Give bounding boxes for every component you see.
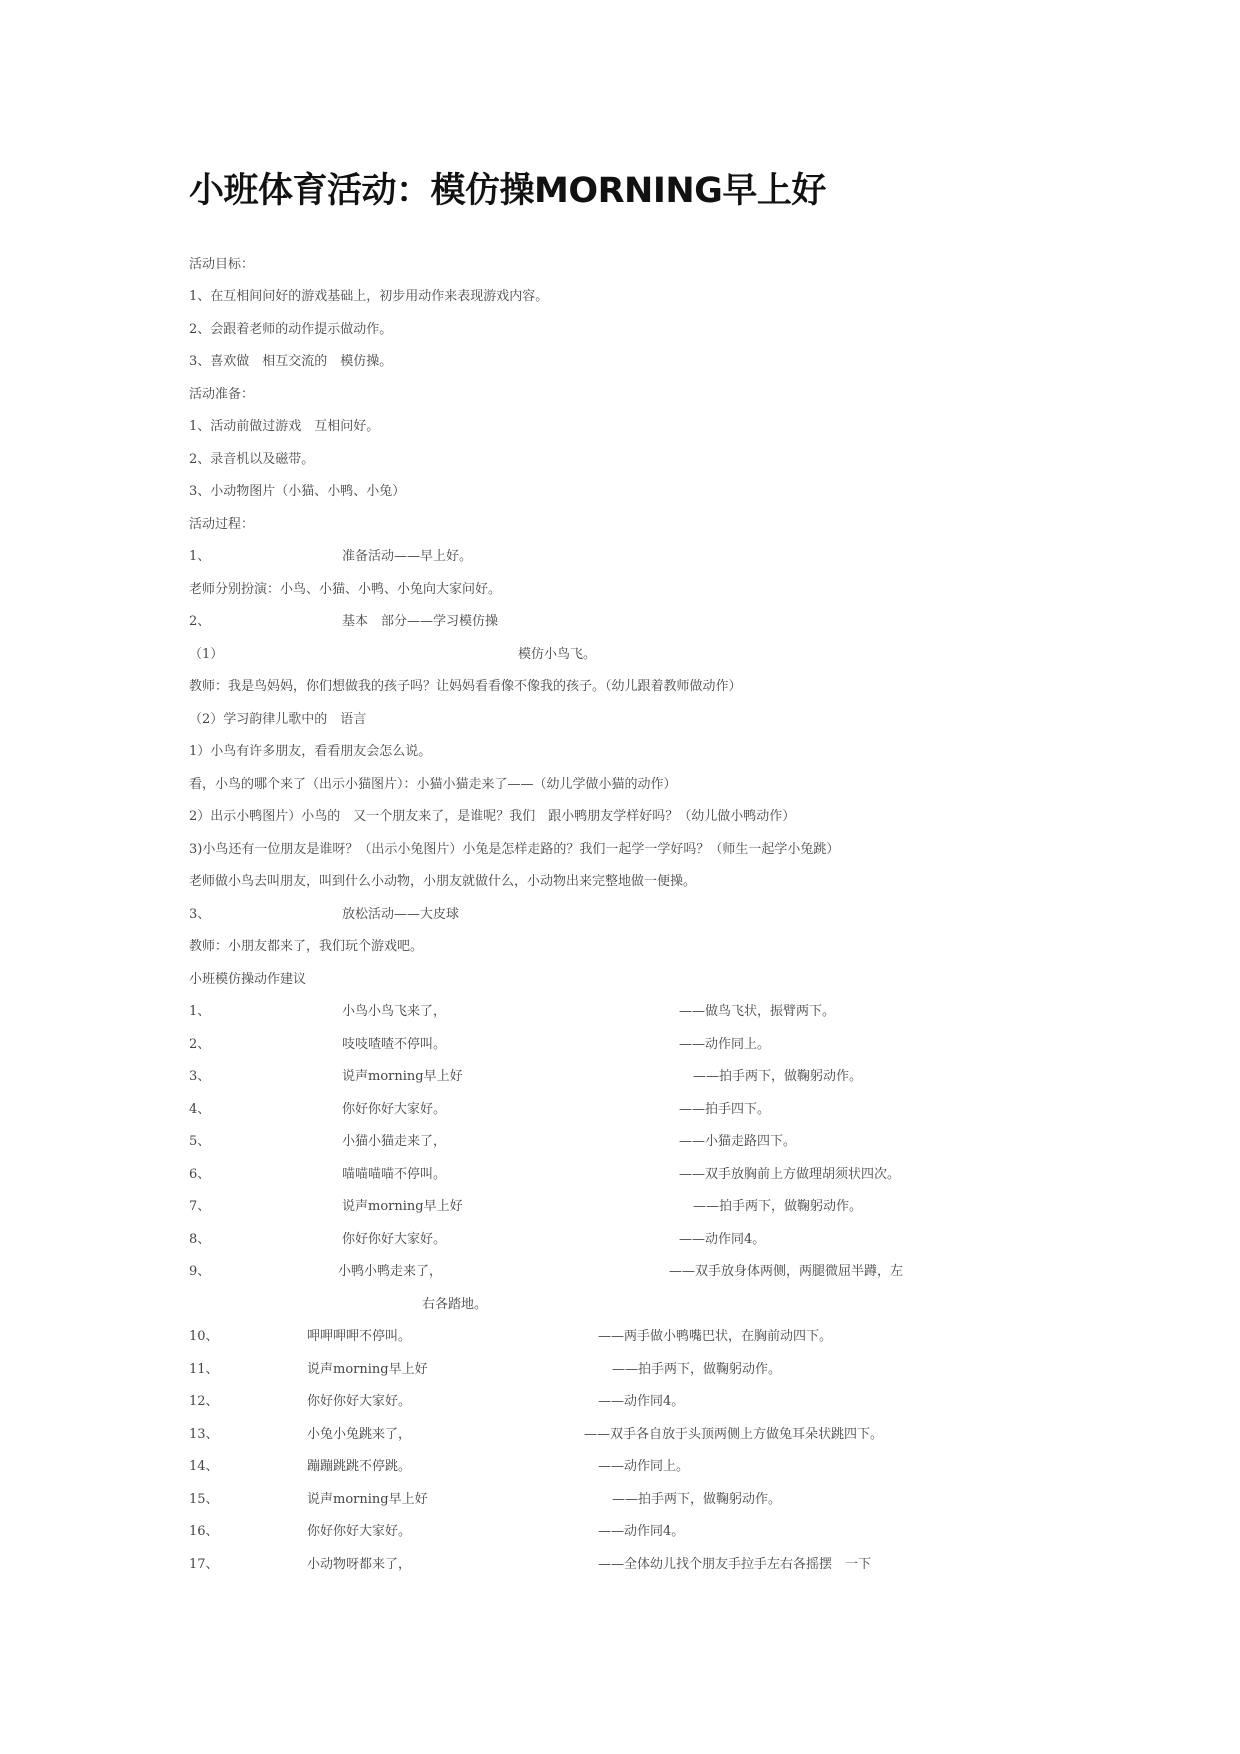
process-heading: 活动过程： (189, 517, 255, 532)
paragraph-3: 2）出示小鸭图片）小鸟的 又一个朋友来了，是谁呢？我们 跟小鸭朋友学样好吗？（幼儿做小鸭动作） (189, 809, 796, 824)
moves-heading: 小班模仿操动作建议 (189, 972, 307, 987)
move-lyric: 呷呷呷呷不停叫。 (307, 1329, 412, 1344)
goals-heading: 活动目标： (189, 257, 255, 272)
step2-number: 2、 (189, 614, 211, 629)
prep-item-1: 1、活动前做过游戏 互相问好。 (189, 419, 380, 434)
move-action: ——拍手两下，做鞠躬动作。 (612, 1362, 782, 1377)
move-number: 4、 (189, 1102, 211, 1117)
move-number: 13、 (189, 1427, 219, 1442)
move-lyric: 说声morning早上好 (342, 1199, 463, 1214)
goal-item-3: 3、喜欢做 相互交流的 模仿操。 (189, 354, 393, 369)
goal-item-2: 2、会跟着老师的动作提示做动作。 (189, 322, 393, 337)
step2-1-text: 模仿小鸟飞。 (518, 647, 597, 662)
move-action: ——双手各自放于头顶两侧上方做兔耳朵状跳四下。 (584, 1427, 884, 1442)
move-action: ——拍手两下，做鞠躬动作。 (612, 1492, 782, 1507)
move-lyric: 说声morning早上好 (342, 1069, 463, 1084)
move-lyric: 说声morning早上好 (307, 1492, 428, 1507)
move-number: 6、 (189, 1167, 211, 1182)
move-action: ——拍手两下，做鞠躬动作。 (693, 1199, 863, 1214)
paragraph-4: 3)小鸟还有一位朋友是谁呀？（出示小兔图片）小兔是怎样走路的？我们一起学一学好吗？（师生一起学小兔跳） (189, 842, 840, 857)
move-lyric: 小猫小猫走来了， (342, 1134, 447, 1149)
teacher-line-1: 教师：我是鸟妈妈，你们想做我的孩子吗？让妈妈看看像不像我的孩子。（幼儿跟着教师做动作） (189, 679, 742, 694)
paragraph-2: 看，小鸟的哪个来了（出示小猫图片）：小猫小猫走来了——（幼儿学做小猫的动作） (189, 777, 677, 792)
page-title: 小班体育活动：模仿操MORNING早上好 (189, 171, 826, 211)
step3-number: 3、 (189, 907, 211, 922)
step2-1-number: （1） (189, 647, 224, 662)
move-number: 9、 (189, 1264, 211, 1279)
move-number: 7、 (189, 1199, 211, 1214)
goal-item-1: 1、在互相间问好的游戏基础上，初步用动作来表现游戏内容。 (189, 289, 549, 304)
step2-text: 基本 部分——学习模仿操 (342, 614, 499, 629)
step1-description: 老师分别扮演：小鸟、小猫、小鸭、小兔向大家问好。 (189, 582, 502, 597)
move-action: ——动作同上。 (598, 1459, 690, 1474)
move-number: 10、 (189, 1329, 219, 1344)
move-lyric: 你好你好大家好。 (342, 1102, 447, 1117)
move-number: 2、 (189, 1037, 211, 1052)
move-lyric: 小鸭小鸭走来了， (338, 1264, 443, 1279)
move-number: 1、 (189, 1004, 211, 1019)
step2-2: （2）学习韵律儿歌中的 语言 (189, 712, 367, 727)
move-action-continued: 右各踏地。 (422, 1297, 488, 1312)
move-lyric: 蹦蹦跳跳不停跳。 (307, 1459, 412, 1474)
step3-text: 放松活动——大皮球 (342, 907, 460, 922)
move-action: ——动作同4。 (598, 1524, 685, 1539)
move-action: ——做鸟飞状，振臂两下。 (679, 1004, 836, 1019)
move-lyric: 说声morning早上好 (307, 1362, 428, 1377)
move-number: 12、 (189, 1394, 219, 1409)
prep-heading: 活动准备： (189, 387, 255, 402)
move-number: 3、 (189, 1069, 211, 1084)
move-lyric: 你好你好大家好。 (307, 1394, 412, 1409)
move-lyric: 吱吱喳喳不停叫。 (342, 1037, 447, 1052)
move-lyric: 小鸟小鸟飞来了， (342, 1004, 447, 1019)
move-action: ——两手做小鸭嘴巴状，在胸前动四下。 (598, 1329, 833, 1344)
move-action: ——动作同4。 (679, 1232, 766, 1247)
move-action: ——动作同4。 (598, 1394, 685, 1409)
move-number: 14、 (189, 1459, 219, 1474)
move-number: 11、 (189, 1362, 219, 1377)
move-action: ——动作同上。 (679, 1037, 771, 1052)
prep-item-3: 3、小动物图片（小猫、小鸭、小兔） (189, 484, 406, 499)
move-action: ——双手放身体两侧，两腿微屈半蹲，左 (669, 1264, 904, 1279)
move-lyric: 你好你好大家好。 (342, 1232, 447, 1247)
move-action: ——拍手四下。 (679, 1102, 771, 1117)
prep-item-2: 2、录音机以及磁带。 (189, 452, 315, 467)
step1-number: 1、 (189, 549, 211, 564)
move-action: ——小猫走路四下。 (679, 1134, 797, 1149)
move-action: ——全体幼儿找个朋友手拉手左右各摇摆 一下 (598, 1557, 872, 1572)
move-lyric: 喵喵喵喵不停叫。 (342, 1167, 447, 1182)
move-number: 17、 (189, 1557, 219, 1572)
move-lyric: 小动物呀都来了， (307, 1557, 412, 1572)
paragraph-5: 老师做小鸟去叫朋友，叫到什么小动物，小朋友就做什么，小动物出来完整地做一便操。 (189, 874, 697, 889)
move-lyric: 小兔小兔跳来了， (307, 1427, 412, 1442)
move-action: ——双手放胸前上方做理胡须状四次。 (679, 1167, 901, 1182)
move-number: 5、 (189, 1134, 211, 1149)
move-action: ——拍手两下，做鞠躬动作。 (693, 1069, 863, 1084)
move-number: 8、 (189, 1232, 211, 1247)
step1-text: 准备活动——早上好。 (342, 549, 473, 564)
move-number: 15、 (189, 1492, 219, 1507)
teacher-line-2: 教师：小朋友都来了，我们玩个游戏吧。 (189, 939, 424, 954)
move-number: 16、 (189, 1524, 219, 1539)
move-lyric: 你好你好大家好。 (307, 1524, 412, 1539)
paragraph-1: 1）小鸟有许多朋友，看看朋友会怎么说。 (189, 744, 432, 759)
